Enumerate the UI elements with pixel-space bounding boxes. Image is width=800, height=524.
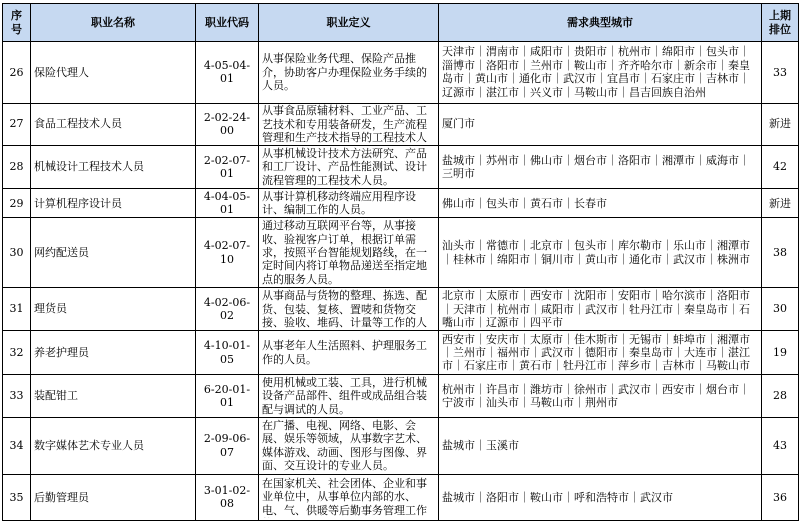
cell-seq: 27 [3, 103, 31, 145]
cell-definition [259, 288, 439, 331]
definition-text: 从事机械设计技术方法研究、产品和工厂设计、产品性能测试、设计流程管理的工程技术人员。 [262, 147, 427, 187]
cell-last-rank: 新进 [762, 103, 799, 145]
cell-cities [439, 145, 762, 188]
occupation-table [2, 3, 799, 521]
cell-name: 养老护理员 [31, 331, 196, 374]
definition-text: 从事保险业务代理、保险产品推介，协助客户办理保险业务手续的人员。 [262, 52, 427, 92]
table-row [3, 218, 799, 288]
cell-seq: 33 [3, 374, 31, 417]
cell-definition [259, 418, 439, 474]
cell-last-rank: 19 [762, 331, 799, 374]
cell-code: 4-02-06-02 [196, 288, 259, 331]
cell-definition [259, 474, 439, 520]
cell-definition [259, 331, 439, 374]
cell-name: 机械设计工程技术人员 [31, 145, 196, 188]
header-seq: 序号 [3, 4, 31, 42]
cell-last-rank: 38 [762, 218, 799, 288]
cell-code: 4-04-05-01 [196, 189, 259, 218]
cell-last-rank: 30 [762, 288, 799, 331]
definition-text: 在广播、电视、网络、电影、会展、娱乐等领域，从事数字艺术、媒体游戏、动画、图形与图像、界面、交互设计的专业人员。 [262, 419, 427, 473]
table-row [3, 474, 799, 520]
cell-seq: 32 [3, 331, 31, 374]
cell-code: 2-09-06-07 [196, 418, 259, 474]
cell-name: 理货员 [31, 288, 196, 331]
cell-cities [439, 374, 762, 417]
table-row [3, 374, 799, 417]
cities-text: 盐城市｜苏州市｜佛山市｜烟台市｜洛阳市｜湘潭市｜威海市｜三明市 [442, 153, 750, 181]
cell-seq: 29 [3, 189, 31, 218]
cell-last-rank: 33 [762, 42, 799, 104]
cell-definition [259, 189, 439, 218]
header-name: 职业名称 [31, 4, 196, 42]
cell-seq: 30 [3, 218, 31, 288]
cities-text: 盐城市｜玉溪市 [442, 439, 519, 453]
cell-name: 保险代理人 [31, 42, 196, 104]
table-row [3, 288, 799, 331]
cell-seq: 34 [3, 418, 31, 474]
cell-last-rank: 42 [762, 145, 799, 188]
cell-name: 后勤管理员 [31, 474, 196, 520]
cell-cities [439, 288, 762, 331]
cell-code: 4-05-04-01 [196, 42, 259, 104]
table-row [3, 189, 799, 218]
cell-code: 3-01-02-08 [196, 474, 259, 520]
cell-cities [439, 189, 762, 218]
header-last-rank: 上期排位 [762, 4, 799, 42]
cell-cities [439, 218, 762, 288]
cell-code: 6-20-01-01 [196, 374, 259, 417]
cell-definition [259, 42, 439, 104]
table-row [3, 418, 799, 474]
header-cities: 需求典型城市 [439, 4, 762, 42]
definition-text: 从事食品原辅材料、工业产品、工艺技术和专用装备研发，生产流程管理和生产技术指导的工程技术人 [262, 104, 427, 144]
cell-cities [439, 331, 762, 374]
cell-seq: 31 [3, 288, 31, 331]
cell-name: 数字媒体艺术专业人员 [31, 418, 196, 474]
table-row [3, 145, 799, 188]
cities-text: 杭州市｜许昌市｜潍坊市｜徐州市｜武汉市｜西安市｜烟台市｜宁波市｜汕头市｜马鞍山市｜荆州市 [442, 382, 750, 409]
cell-definition [259, 218, 439, 288]
header-definition: 职业定义 [259, 4, 439, 42]
cell-code: 4-10-01-05 [196, 331, 259, 374]
cell-seq: 35 [3, 474, 31, 520]
cell-name: 装配钳工 [31, 374, 196, 417]
header-row [3, 4, 799, 42]
cell-last-rank: 新进 [762, 189, 799, 218]
table-row [3, 331, 799, 374]
header-code: 职业代码 [196, 4, 259, 42]
cities-text: 汕头市｜常德市｜北京市｜包头市｜库尔勒市｜乐山市｜湘潭市｜桂林市｜绵阳市｜铜川市｜黄山市｜通化市｜武汉市｜株洲市 [442, 239, 750, 266]
cell-name: 食品工程技术人员 [31, 103, 196, 145]
cell-definition [259, 145, 439, 188]
cell-name: 网约配送员 [31, 218, 196, 288]
cities-text: 天津市｜渭南市｜咸阳市｜贵阳市｜杭州市｜绵阳市｜包头市｜淄博市｜洛阳市｜兰州市｜鞍山市｜齐齐哈尔市｜新余市｜秦皇岛市｜黄山市｜通化市｜武汉市｜宜昌市｜石家庄市｜吉林市｜辽源市｜湛江市｜兴义市｜马鞍山市｜昌吉回族自治州 [442, 45, 750, 99]
cities-text: 佛山市｜包头市｜黄石市｜长春市 [442, 196, 607, 210]
cell-seq: 26 [3, 42, 31, 104]
table-row [3, 42, 799, 104]
cities-text: 盐城市｜洛阳市｜鞍山市｜呼和浩特市｜武汉市 [442, 490, 673, 504]
cell-last-rank: 36 [762, 474, 799, 520]
cities-text: 厦门市 [442, 117, 475, 131]
cell-last-rank: 28 [762, 374, 799, 417]
cell-code: 2-02-07-01 [196, 145, 259, 188]
cell-cities [439, 103, 762, 145]
cell-definition [259, 374, 439, 417]
definition-text: 使用机械或工装、工具，进行机械设备产品部件、组件或成品组合装配与调试的人员。 [262, 375, 427, 416]
cities-text: 西安市｜安庆市｜太原市｜佳木斯市｜无锡市｜蚌埠市｜湘潭市｜兰州市｜福州市｜武汉市｜德阳市｜秦皇岛市｜大连市｜湛江市｜石家庄市｜黄石市｜牡丹江市｜萍乡市｜吉林市｜马鞍山市 [442, 332, 750, 373]
cell-cities [439, 42, 762, 104]
definition-text: 从事商品与货物的整理、拣选、配货、包装、复核、置唛和货物交接、验收、堆码、计量等工作的人 [262, 289, 427, 329]
definition-text: 通过移动互联网平台等，从事接收、验视客户订单，根据订单需求，按照平台智能规划路线，在一定时间内将订单物品递送至指定地点的服务人员。 [262, 219, 427, 286]
cell-name: 计算机程序设计员 [31, 189, 196, 218]
definition-text: 从事老年人生活照料、护理服务工作的人员。 [262, 339, 427, 366]
table-row [3, 103, 799, 145]
cell-code: 2-02-24-00 [196, 103, 259, 145]
cell-cities [439, 418, 762, 474]
cell-last-rank: 43 [762, 418, 799, 474]
cities-text: 北京市｜太原市｜西安市｜沈阳市｜安阳市｜哈尔滨市｜洛阳市｜天津市｜杭州市｜咸阳市｜武汉市｜牡丹江市｜秦皇岛市｜石嘴山市｜辽源市｜四平市 [442, 289, 750, 329]
cell-seq: 28 [3, 145, 31, 188]
cell-code: 4-02-07-10 [196, 218, 259, 288]
cell-cities [439, 474, 762, 520]
cell-definition [259, 103, 439, 145]
definition-text: 在国家机关、社会团体、企业和事业单位中，从事单位内部的水、电、气、供暖等后勤事务管理工作 [262, 476, 427, 517]
definition-text: 从事计算机移动终端应用程序设计、编制工作的人员。 [262, 189, 416, 217]
